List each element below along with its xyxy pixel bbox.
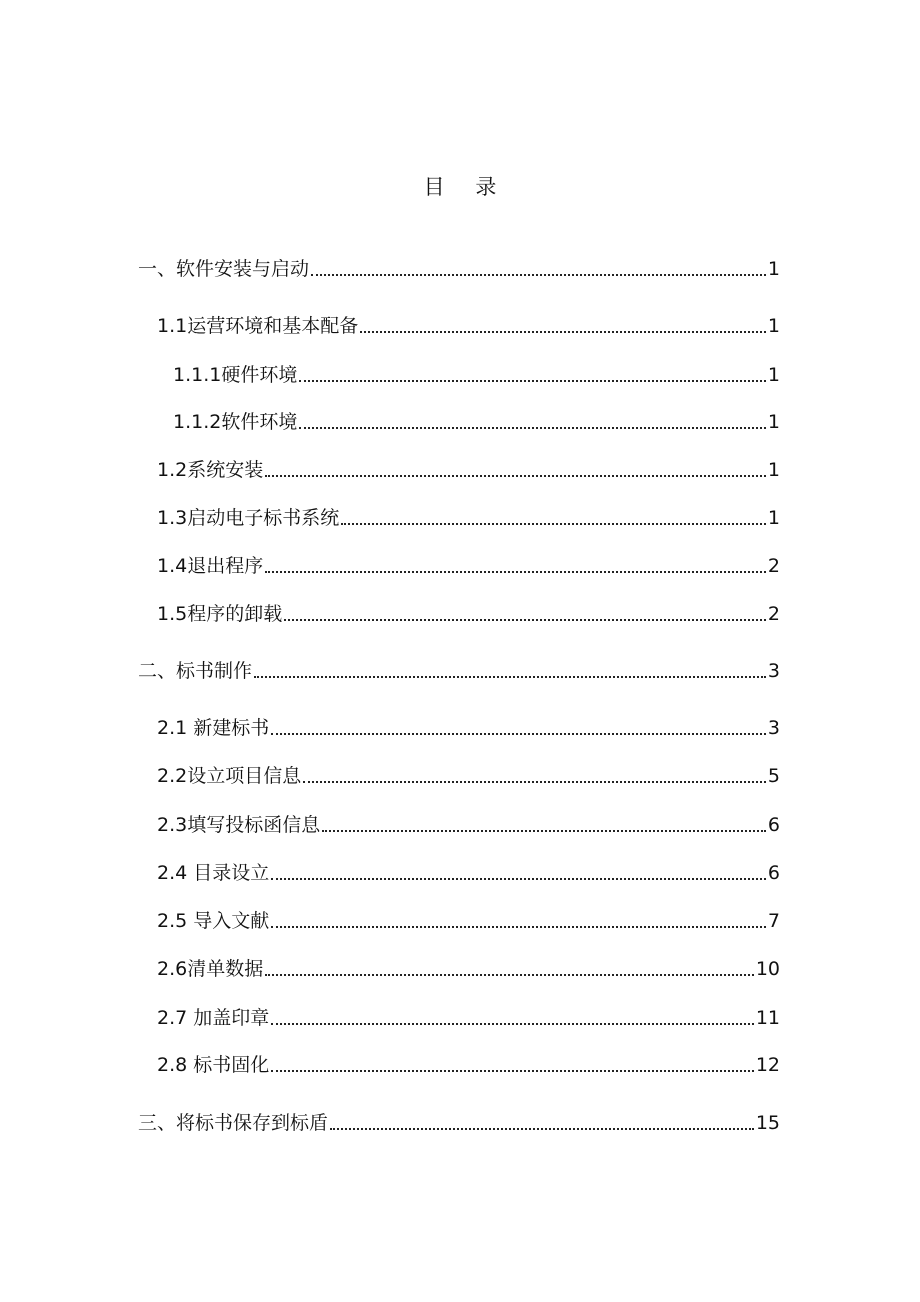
toc-dot-leader <box>322 830 766 832</box>
toc-entry-page: 5 <box>767 765 780 787</box>
toc-entry-text: 2.5 导入文献 <box>157 910 270 932</box>
toc-entry[interactable] <box>157 1004 780 1032</box>
toc-entry[interactable] <box>157 714 780 742</box>
toc-entry-text: 1.1.1硬件环境 <box>173 364 298 386</box>
toc-entry[interactable] <box>157 955 780 983</box>
toc-entry-page: 10 <box>755 958 780 980</box>
toc-entry-page: 1 <box>767 258 780 280</box>
toc-entry-text: 二、标书制作 <box>138 660 253 682</box>
toc-dot-leader <box>299 427 766 429</box>
toc-entry-text: 2.7 加盖印章 <box>157 1007 270 1029</box>
toc-entry-text: 三、将标书保存到标盾 <box>138 1112 329 1134</box>
toc-entry-page: 2 <box>767 555 780 577</box>
toc-entry-text: 2.4 目录设立 <box>157 862 270 884</box>
toc-entry-text: 1.2系统安装 <box>157 459 264 481</box>
toc-entry-page: 3 <box>767 717 780 739</box>
toc-entry[interactable] <box>173 361 780 389</box>
toc-entry-text: 2.6清单数据 <box>157 958 264 980</box>
toc-dot-leader <box>341 523 766 525</box>
toc-entry-text: 1.5程序的卸载 <box>157 603 283 625</box>
toc-entry[interactable] <box>138 1109 780 1137</box>
toc-dot-leader <box>303 781 766 783</box>
toc-dot-leader <box>271 926 766 928</box>
toc-entry-text: 1.4退出程序 <box>157 555 264 577</box>
toc-entry-text: 2.1 新建标书 <box>157 717 270 739</box>
toc-dot-leader <box>299 380 766 382</box>
toc-entry[interactable] <box>157 1051 780 1079</box>
toc-dot-leader <box>265 475 766 477</box>
toc-entry-page: 15 <box>755 1112 780 1134</box>
toc-dot-leader <box>265 571 766 573</box>
toc-dot-leader <box>271 733 766 735</box>
toc-entry[interactable] <box>157 907 780 935</box>
toc-dot-leader <box>311 274 766 276</box>
toc-dot-leader <box>265 974 754 976</box>
toc-entry[interactable] <box>157 600 780 628</box>
toc-dot-leader <box>284 619 766 621</box>
toc-entry[interactable] <box>157 811 780 839</box>
toc-dot-leader <box>360 331 766 333</box>
toc-entry-page: 7 <box>767 910 780 932</box>
toc-dot-leader <box>271 1023 754 1025</box>
toc-entry-text: 2.2设立项目信息 <box>157 765 302 787</box>
toc-entry-page: 1 <box>767 459 780 481</box>
toc-entry-page: 11 <box>755 1007 780 1029</box>
toc-dot-leader <box>271 878 766 880</box>
toc-entry-page: 6 <box>767 862 780 884</box>
toc-entry-page: 1 <box>767 364 780 386</box>
toc-entry[interactable] <box>157 552 780 580</box>
toc-entry[interactable] <box>157 762 780 790</box>
toc-entry[interactable] <box>173 408 780 436</box>
toc-entry-text: 1.1运营环境和基本配备 <box>157 315 359 337</box>
toc-entry-page: 12 <box>755 1054 780 1076</box>
toc-entry[interactable] <box>157 859 780 887</box>
toc-entry-page: 1 <box>767 411 780 433</box>
toc-entry[interactable] <box>157 312 780 340</box>
toc-title: 目 录 <box>423 175 509 199</box>
toc-entry[interactable] <box>138 255 780 283</box>
toc-entry[interactable] <box>138 657 780 685</box>
toc-dot-leader <box>271 1070 754 1072</box>
toc-entry-page: 1 <box>767 507 780 529</box>
toc-entry-text: 1.1.2软件环境 <box>173 411 298 433</box>
toc-dot-leader <box>330 1128 754 1130</box>
toc-entry-text: 2.3填写投标函信息 <box>157 814 321 836</box>
toc-entry-page: 3 <box>767 660 780 682</box>
toc-entry-page: 6 <box>767 814 780 836</box>
toc-entry-text: 一、软件安装与启动 <box>138 258 310 280</box>
toc-entry-page: 1 <box>767 315 780 337</box>
toc-entry[interactable] <box>157 456 780 484</box>
toc-dot-leader <box>254 676 766 678</box>
toc-entry[interactable] <box>157 504 780 532</box>
toc-entry-text: 2.8 标书固化 <box>157 1054 270 1076</box>
toc-entry-text: 1.3启动电子标书系统 <box>157 507 340 529</box>
toc-entry-page: 2 <box>767 603 780 625</box>
